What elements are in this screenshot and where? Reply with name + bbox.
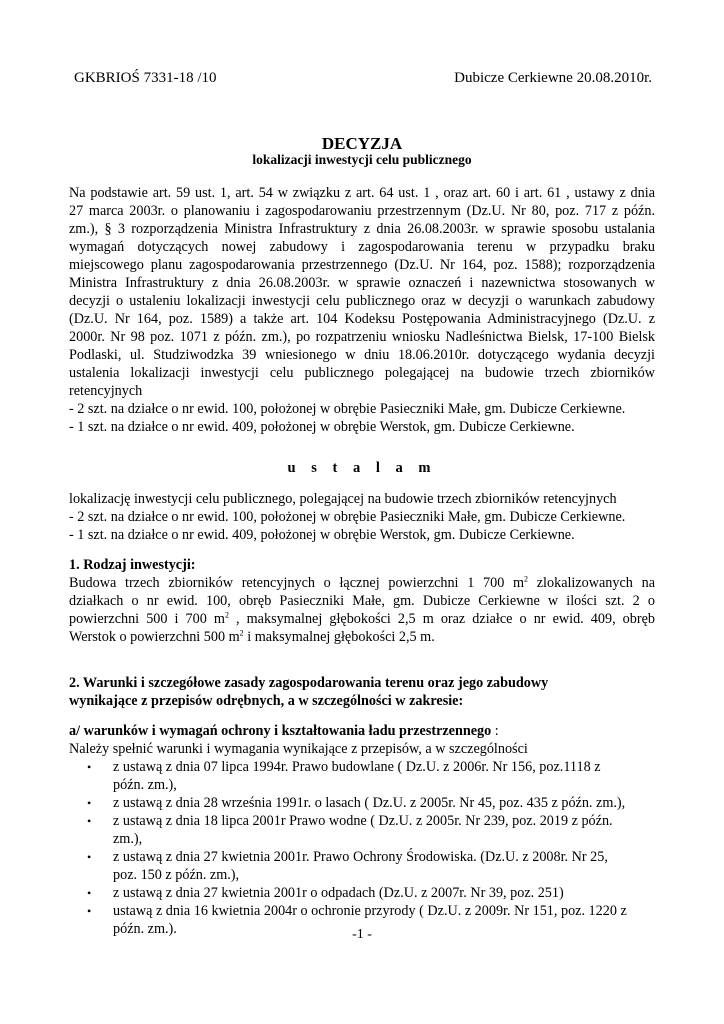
paragraph-line: 2000r. Nr 98 poz. 1071 z późn. zm.), po rozpatrzeniu wniosku Nadleśnictwa Bielsk, 17-100 Bielsk bbox=[69, 329, 655, 345]
ustalam-heading: u s t a l a m bbox=[287, 460, 437, 476]
list-item: • z ustawą z dnia 27 kwietnia 2001r. Prawo Ochrony Środowiska. (Dz.U. z 2008r. Nr 25, poz. 150 z późn. zm.), bbox=[87, 849, 608, 883]
bullet-icon: • bbox=[87, 760, 92, 774]
list-item: • z ustawą z dnia 07 lipca 1994r. Prawo budowlane ( Dz.U. z 2006r. Nr 156, poz.1118 z późn. zm.), bbox=[87, 759, 601, 793]
paragraph-line: 27 marca 2003r. o planowaniu i zagospodarowaniu przestrzennym (Dz.U. Nr 80, poz. 717 z późn. bbox=[69, 203, 655, 219]
bullet-icon: • bbox=[87, 886, 92, 900]
paragraph-line: powierzchni 500 i 700 $m^2$ , maksymalnej głębokości 2,5 m oraz działce o nr ewid. 409, obręb bbox=[69, 610, 655, 627]
list-item: • z ustawą z dnia 18 lipca 2001r Prawo wodne ( Dz.U. z 2005r. Nr 239, poz. 2019 z późn. zm.), bbox=[87, 813, 613, 847]
paragraph-line: - 1 szt. na działce o nr ewid. 409, położonej w obrębie Werstok, gm. Dubicze Cerkiewne. bbox=[69, 527, 575, 543]
paragraph-line: Werstok o powierzchni 500 $m^2$ i maksymalnej głębokości 2,5 m. bbox=[69, 628, 435, 645]
paragraph-line: ustalenia lokalizacji inwestycji celu publicznego polegającej na budowie trzech zbiorników bbox=[69, 365, 655, 381]
legal-basis-paragraph bbox=[69, 184, 655, 436]
paragraph-line: wymagań dotyczących nowej zabudowy i zagospodarowania terenu w przypadku braku bbox=[69, 239, 655, 255]
bullet-icon: • bbox=[87, 904, 92, 918]
subsection-a-heading: a/ warunków i wymagań ochrony i kształtowania ładu przestrzennego : bbox=[69, 723, 499, 739]
paragraph-line: - 2 szt. na działce o nr ewid. 100, położonej w obrębie Pasieczniki Małe, gm. Dubicze Cerkiewne. bbox=[69, 509, 626, 525]
subsection-a-intro: Należy spełnić warunki i wymagania wynikające z przepisów, a w szczególności bbox=[69, 741, 528, 757]
bullet-icon: • bbox=[87, 814, 92, 828]
paragraph-line: miejscowego planu zagospodarowania przestrzennego (Dz.U. Nr 164, poz. 1588); rozporządzenia bbox=[69, 257, 655, 273]
section-1-heading: 1. Rodzaj inwestycji: bbox=[69, 557, 196, 573]
paragraph-line: - 1 szt. na działce o nr ewid. 409, położonej w obrębie Werstok, gm. Dubicze Cerkiewne. bbox=[69, 419, 575, 435]
paragraph-line: zm.), § 3 rozporządzenia Ministra Infrastruktury z dnia 26.08.2003r. w sprawie sposobu ustalania bbox=[69, 221, 655, 237]
list-item: • z ustawą z dnia 28 września 1991r. o lasach ( Dz.U. z 2005r. Nr 45, poz. 435 z późn. zm.), bbox=[87, 795, 626, 811]
bullet-icon: • bbox=[87, 796, 92, 810]
paragraph-line: Ministra Infrastruktury z dnia 26.08.2003r. w sprawie oznaczeń i nazewnictwa stosowanych w bbox=[69, 275, 655, 291]
bullet-icon: • bbox=[87, 850, 92, 864]
section-2-heading: 2. Warunki i szczegółowe zasady zagospodarowania terenu oraz jego zabudowy bbox=[69, 675, 549, 691]
statute-list bbox=[86, 758, 656, 938]
list-item: • ustawą z dnia 16 kwietnia 2004r o ochronie przyrody ( Dz.U. z 2009r. Nr 151, poz. 1220 z późn. zm.). bbox=[87, 903, 627, 937]
section-1 bbox=[69, 556, 655, 646]
document-title: DECYZJA bbox=[321, 134, 403, 153]
paragraph-line: retencyjnych bbox=[69, 383, 143, 399]
paragraph-line: Na podstawie art. 59 ust. 1, art. 54 w związku z art. 64 ust. 1 , oraz art. 60 i art. 61 , ustawy z dnia bbox=[69, 185, 655, 201]
paragraph-line: decyzji o ustaleniu lokalizacji inwestycji celu publicznego oraz w decyzji o warunkach zabudowy bbox=[69, 293, 655, 309]
subsection-a bbox=[69, 722, 655, 758]
case-reference: GKBRIOŚ 7331-18 /10 bbox=[74, 70, 217, 86]
list-item: • z ustawą z dnia 27 kwietnia 2001r o odpadach (Dz.U. z 2007r. Nr 39, poz. 251) bbox=[87, 885, 564, 901]
section-2-heading: wynikające z przepisów odrębnych, a w szczególności w zakresie: bbox=[69, 693, 464, 709]
paragraph-line: Budowa trzech zbiorników retencyjnych o łącznej powierzchni 1 700 $m^2$ zlokalizowanych na bbox=[69, 574, 655, 591]
paragraph-line: działkach o nr ewid. 100, obręb Pasieczniki Małe, gm. Dubicze Cerkiewne w ilości szt. 2 o bbox=[69, 593, 655, 609]
paragraph-line: (Dz.U. Nr 164, poz. 1589) a także art. 104 Kodeksu Postępowania Administracyjnego (Dz.U. z bbox=[69, 311, 655, 327]
paragraph-line: Podlaski, ul. Studziwodzka 39 wniesionego w dniu 18.06.2010r. dotyczącego wydania decyzji bbox=[69, 347, 655, 363]
page-number: -1 - bbox=[352, 927, 372, 942]
paragraph-line: - 2 szt. na działce o nr ewid. 100, położonej w obrębie Pasieczniki Małe, gm. Dubicze Cerkiewne. bbox=[69, 401, 626, 417]
determination-paragraph bbox=[69, 490, 655, 544]
section-2 bbox=[69, 674, 655, 710]
place-and-date: Dubicze Cerkiewne 20.08.2010r. bbox=[454, 70, 652, 86]
document-subtitle: lokalizacji inwestycji celu publicznego bbox=[252, 152, 472, 167]
paragraph-line: lokalizację inwestycji celu publicznego, polegającej na budowie trzech zbiorników retencyjnych bbox=[69, 491, 617, 507]
